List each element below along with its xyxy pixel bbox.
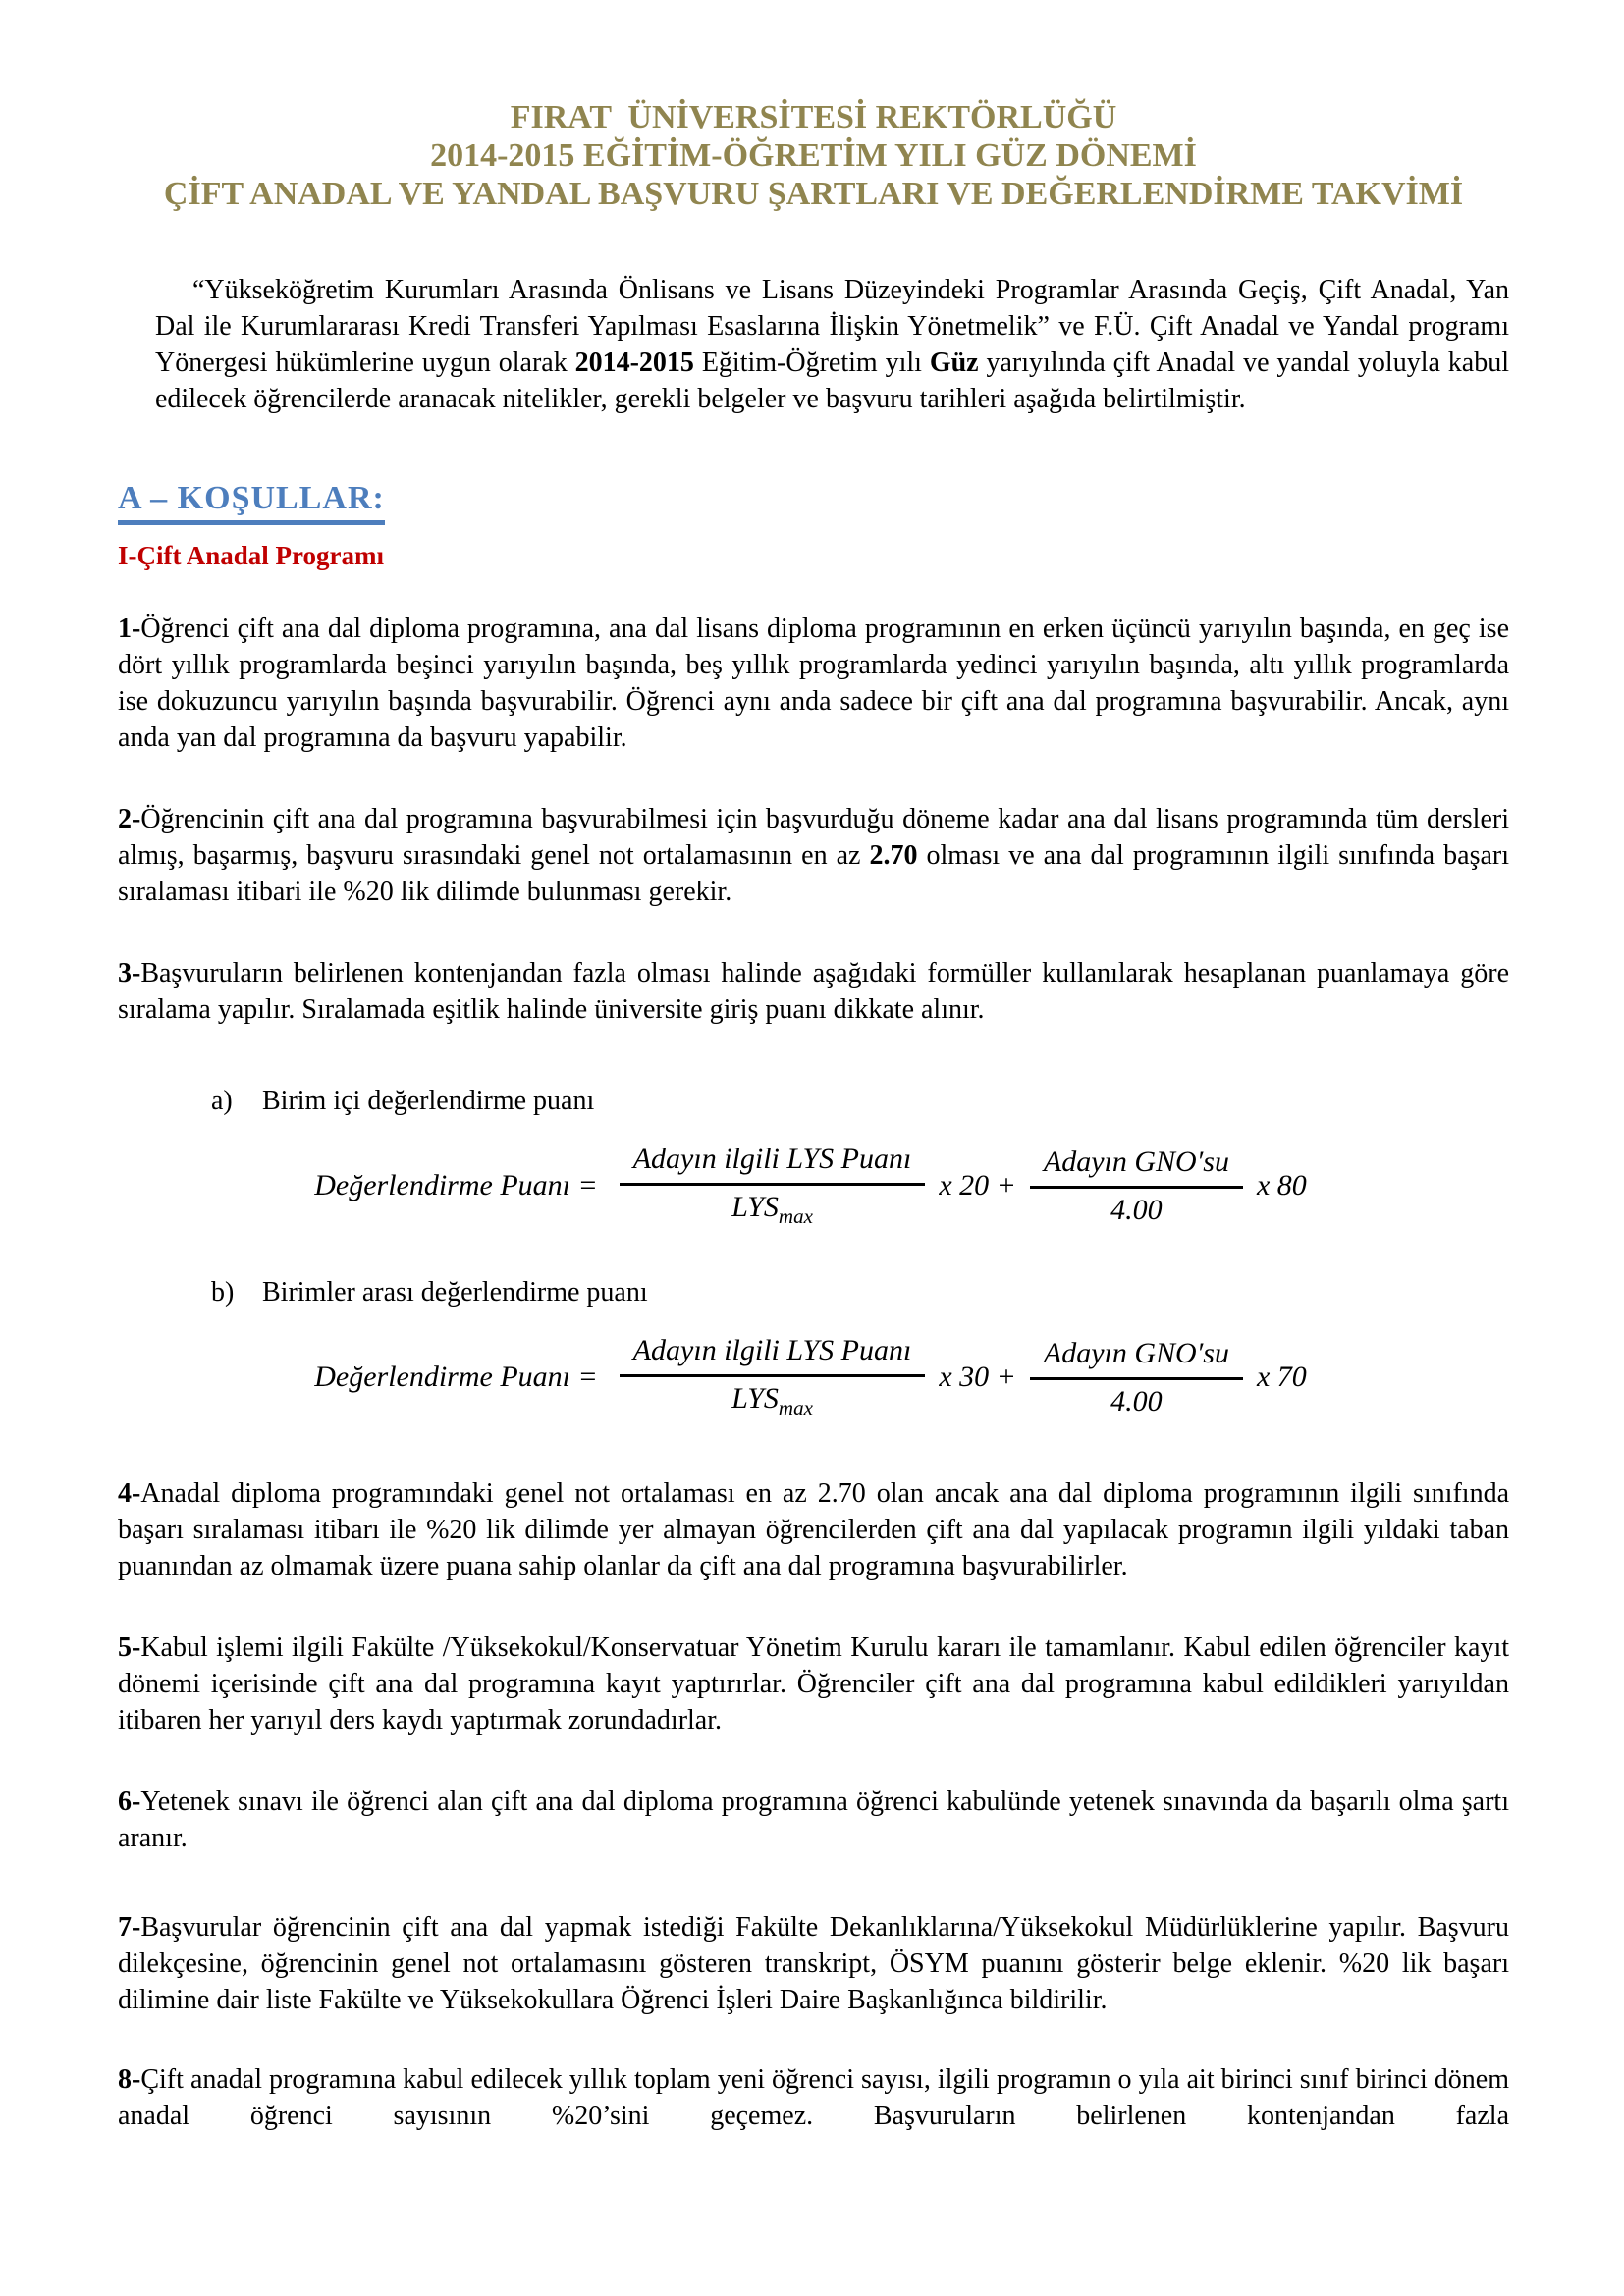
item-2-number: 2- <box>118 804 141 834</box>
item-2-text: Öğrencinin çift ana dal programına başvurabilmesi için başvurduğu döneme kadar ana dal lisans programında tüm dersleri almış, başarmış, başvuru sırasındaki genel not ortalamasının en az 2.70 olması ve ana dal programının ilgili sınıfında başarı sıralaması itibari ile %20 lik dilimde bulunması gerekir. <box>118 804 1509 907</box>
item-8-text: Çift anadal programına kabul edilecek yıllık toplam yeni öğrenci sayısı, ilgili programın o yıla ait birinci sınıf birinci dönem anadal öğrenci sayısının %20’sini geçemez. Başvuruların belirlenen kontenjandan fazla <box>118 2064 1509 2131</box>
formula-a-fraction-2 <box>1030 1146 1243 1227</box>
item-4-text: Anadal diploma programındaki genel not ortalaması en az 2.70 olan ancak ana dal diploma programının ilgili sınıfında başarı sıralaması itibarı ile %20 lik dilimde yer almayan öğrencilerden çift ana dal yapılacak programın ilgili yıldaki taban puanından az olmamak üzere puana sahip olanlar da çift ana dal programına başvurabilirler. <box>118 1478 1509 1581</box>
formula-a-fraction-1 <box>620 1143 926 1229</box>
formula-b-fraction-1 <box>620 1334 926 1420</box>
section-heading-wrap <box>118 480 1509 525</box>
item-5-text: Kabul işlemi ilgili Fakülte /Yüksekokul/Konservatuar Yönetim Kurulu kararı ile tamamlanır. Kabul edilen öğrenciler kayıt dönemi içerisinde çift ana dal programına kayıt yaptırırlar. Öğrenciler çift ana dal programına kabul edildikleri yarıyıldan itibaren her yarıyıl ders kaydı yaptırmak zorundadırlar. <box>118 1632 1509 1735</box>
document-title <box>118 98 1509 213</box>
formula-birim-ici <box>118 1143 1509 1229</box>
list-item-a-title: Birim içi değerlendirme puanı <box>262 1086 595 1116</box>
list-item-b-marker: b) <box>211 1277 235 1308</box>
formula-b-frac1-denominator: $LYS_{max}$ <box>731 1382 813 1419</box>
item-5 <box>118 1629 1509 1738</box>
formula-a-operator-end: x 80 <box>1256 1169 1307 1201</box>
item-6-number: 6- <box>118 1787 141 1817</box>
formula-a-frac2-denominator: 4.00 <box>1110 1193 1163 1226</box>
subsection-heading: I-Çift Anadal Programı <box>118 541 384 570</box>
item-1-text: Öğrenci çift ana dal diploma programına, ana dal lisans diploma programının en erken üçüncü yarıyılın başında, en geç ise dört yıllık programlarda beşinci yarıyılın başında, beş yıllık programlarda yedinci yarıyılın başında, altı yıllık programlarda ise dokuzuncu yarıyılın başında başvurabilir. Öğrenci aynı anda sadece bir çift ana dal programına başvurabilir. Ancak, aynı anda yan dal programına da başvuru yapabilir. <box>118 614 1509 753</box>
formula-a-operator-mid: x 20 + <box>939 1169 1016 1201</box>
item-7 <box>118 1909 1509 2018</box>
title-line-3: ÇİFT ANADAL VE YANDAL BAŞVURU ŞARTLARI VE DEĞERLENDİRME TAKVİMİ <box>163 176 1464 212</box>
item-7-text: Başvurular öğrencinin çift ana dal yapmak istediği Fakülte Dekanlıklarına/Yüksekokul Müdürlüklerine yapılır. Başvuru dilekçesine, öğrencinin genel not ortalamasını gösteren transkript, ÖSYM puanını gösterir belge eklenir. %20 lik başarı dilimine dair liste Fakülte ve Yüksekokullara Öğrenci İşleri Daire Başkanlığınca bildirilir. <box>118 1912 1509 2015</box>
item-3-text: Başvuruların belirlenen kontenjandan fazla olması halinde aşağıdaki formüller kullanılarak hesaplanan puanlamaya göre sıralama yapılır. Sıralamada eşitlik halinde üniversite giriş puanı dikkate alınır. <box>118 958 1509 1025</box>
item-3 <box>118 955 1509 1028</box>
item-6 <box>118 1784 1509 1856</box>
list-item-b <box>118 1274 1509 1310</box>
item-8-number: 8- <box>118 2064 141 2095</box>
list-item-a <box>118 1083 1509 1119</box>
item-1-number: 1- <box>118 614 141 644</box>
item-6-text: Yetenek sınavı ile öğrenci alan çift ana dal diploma programına öğrenci kabulünde yetenek sınavında da başarılı olma şartı aranır. <box>118 1787 1509 1853</box>
item-4-number: 4- <box>118 1478 141 1509</box>
title-line-2: 2014-2015 EĞİTİM-ÖĞRETİM YILI GÜZ DÖNEMİ <box>430 137 1197 174</box>
formula-b-frac1-numerator: Adayın ilgili LYS Puanı <box>620 1334 926 1377</box>
intro-paragraph: “Yükseköğretim Kurumları Arasında Önlisans ve Lisans Düzeyindeki Programlar Arasında Geçiş, Çift Anadal, Yan Dal ile Kurumlararası Kredi Transferi Yapılması Esaslarına İlişkin Yönetmelik” ve F.Ü. Çift Anadal ve Yandal programı Yönergesi hükümlerine uygun olarak 2014-2015 Eğitim-Öğretim yılı Güz yarıyılında çift Anadal ve yandal yoluyla kabul edilecek öğrencilerde aranacak nitelikler, gerekli belgeler ve başvuru tarihleri aşağıda belirtilmiştir. <box>155 275 1509 414</box>
section-heading: A – KOŞULLAR: <box>118 480 385 525</box>
formula-a-frac1-denominator: $LYS_{max}$ <box>731 1191 813 1228</box>
title-line-1: FIRAT ÜNİVERSİTESİ REKTÖRLÜĞÜ <box>510 99 1117 135</box>
item-8 <box>118 2061 1509 2134</box>
item-3-number: 3- <box>118 958 141 988</box>
item-4 <box>118 1475 1509 1584</box>
formula-a-lhs: Değerlendirme Puanı = <box>314 1169 598 1201</box>
formula-b-operator-mid: x 30 + <box>939 1361 1016 1393</box>
formula-a-frac2-numerator: Adayın GNO′su <box>1030 1146 1243 1189</box>
formula-b-operator-end: x 70 <box>1256 1361 1307 1393</box>
item-5-number: 5- <box>118 1632 141 1663</box>
formula-b-frac2-numerator: Adayın GNO′su <box>1030 1337 1243 1380</box>
list-item-a-marker: a) <box>211 1086 233 1116</box>
item-2 <box>118 801 1509 910</box>
item-1 <box>118 611 1509 756</box>
formula-b-frac2-denominator: 4.00 <box>1110 1384 1163 1417</box>
formula-birimler-arasi <box>118 1334 1509 1420</box>
formula-b-lhs: Değerlendirme Puanı = <box>314 1361 598 1393</box>
list-item-b-title: Birimler arası değerlendirme puanı <box>262 1277 648 1308</box>
formula-a-frac1-numerator: Adayın ilgili LYS Puanı <box>620 1143 926 1186</box>
formula-b-fraction-2 <box>1030 1337 1243 1418</box>
item-7-number: 7- <box>118 1912 141 1943</box>
